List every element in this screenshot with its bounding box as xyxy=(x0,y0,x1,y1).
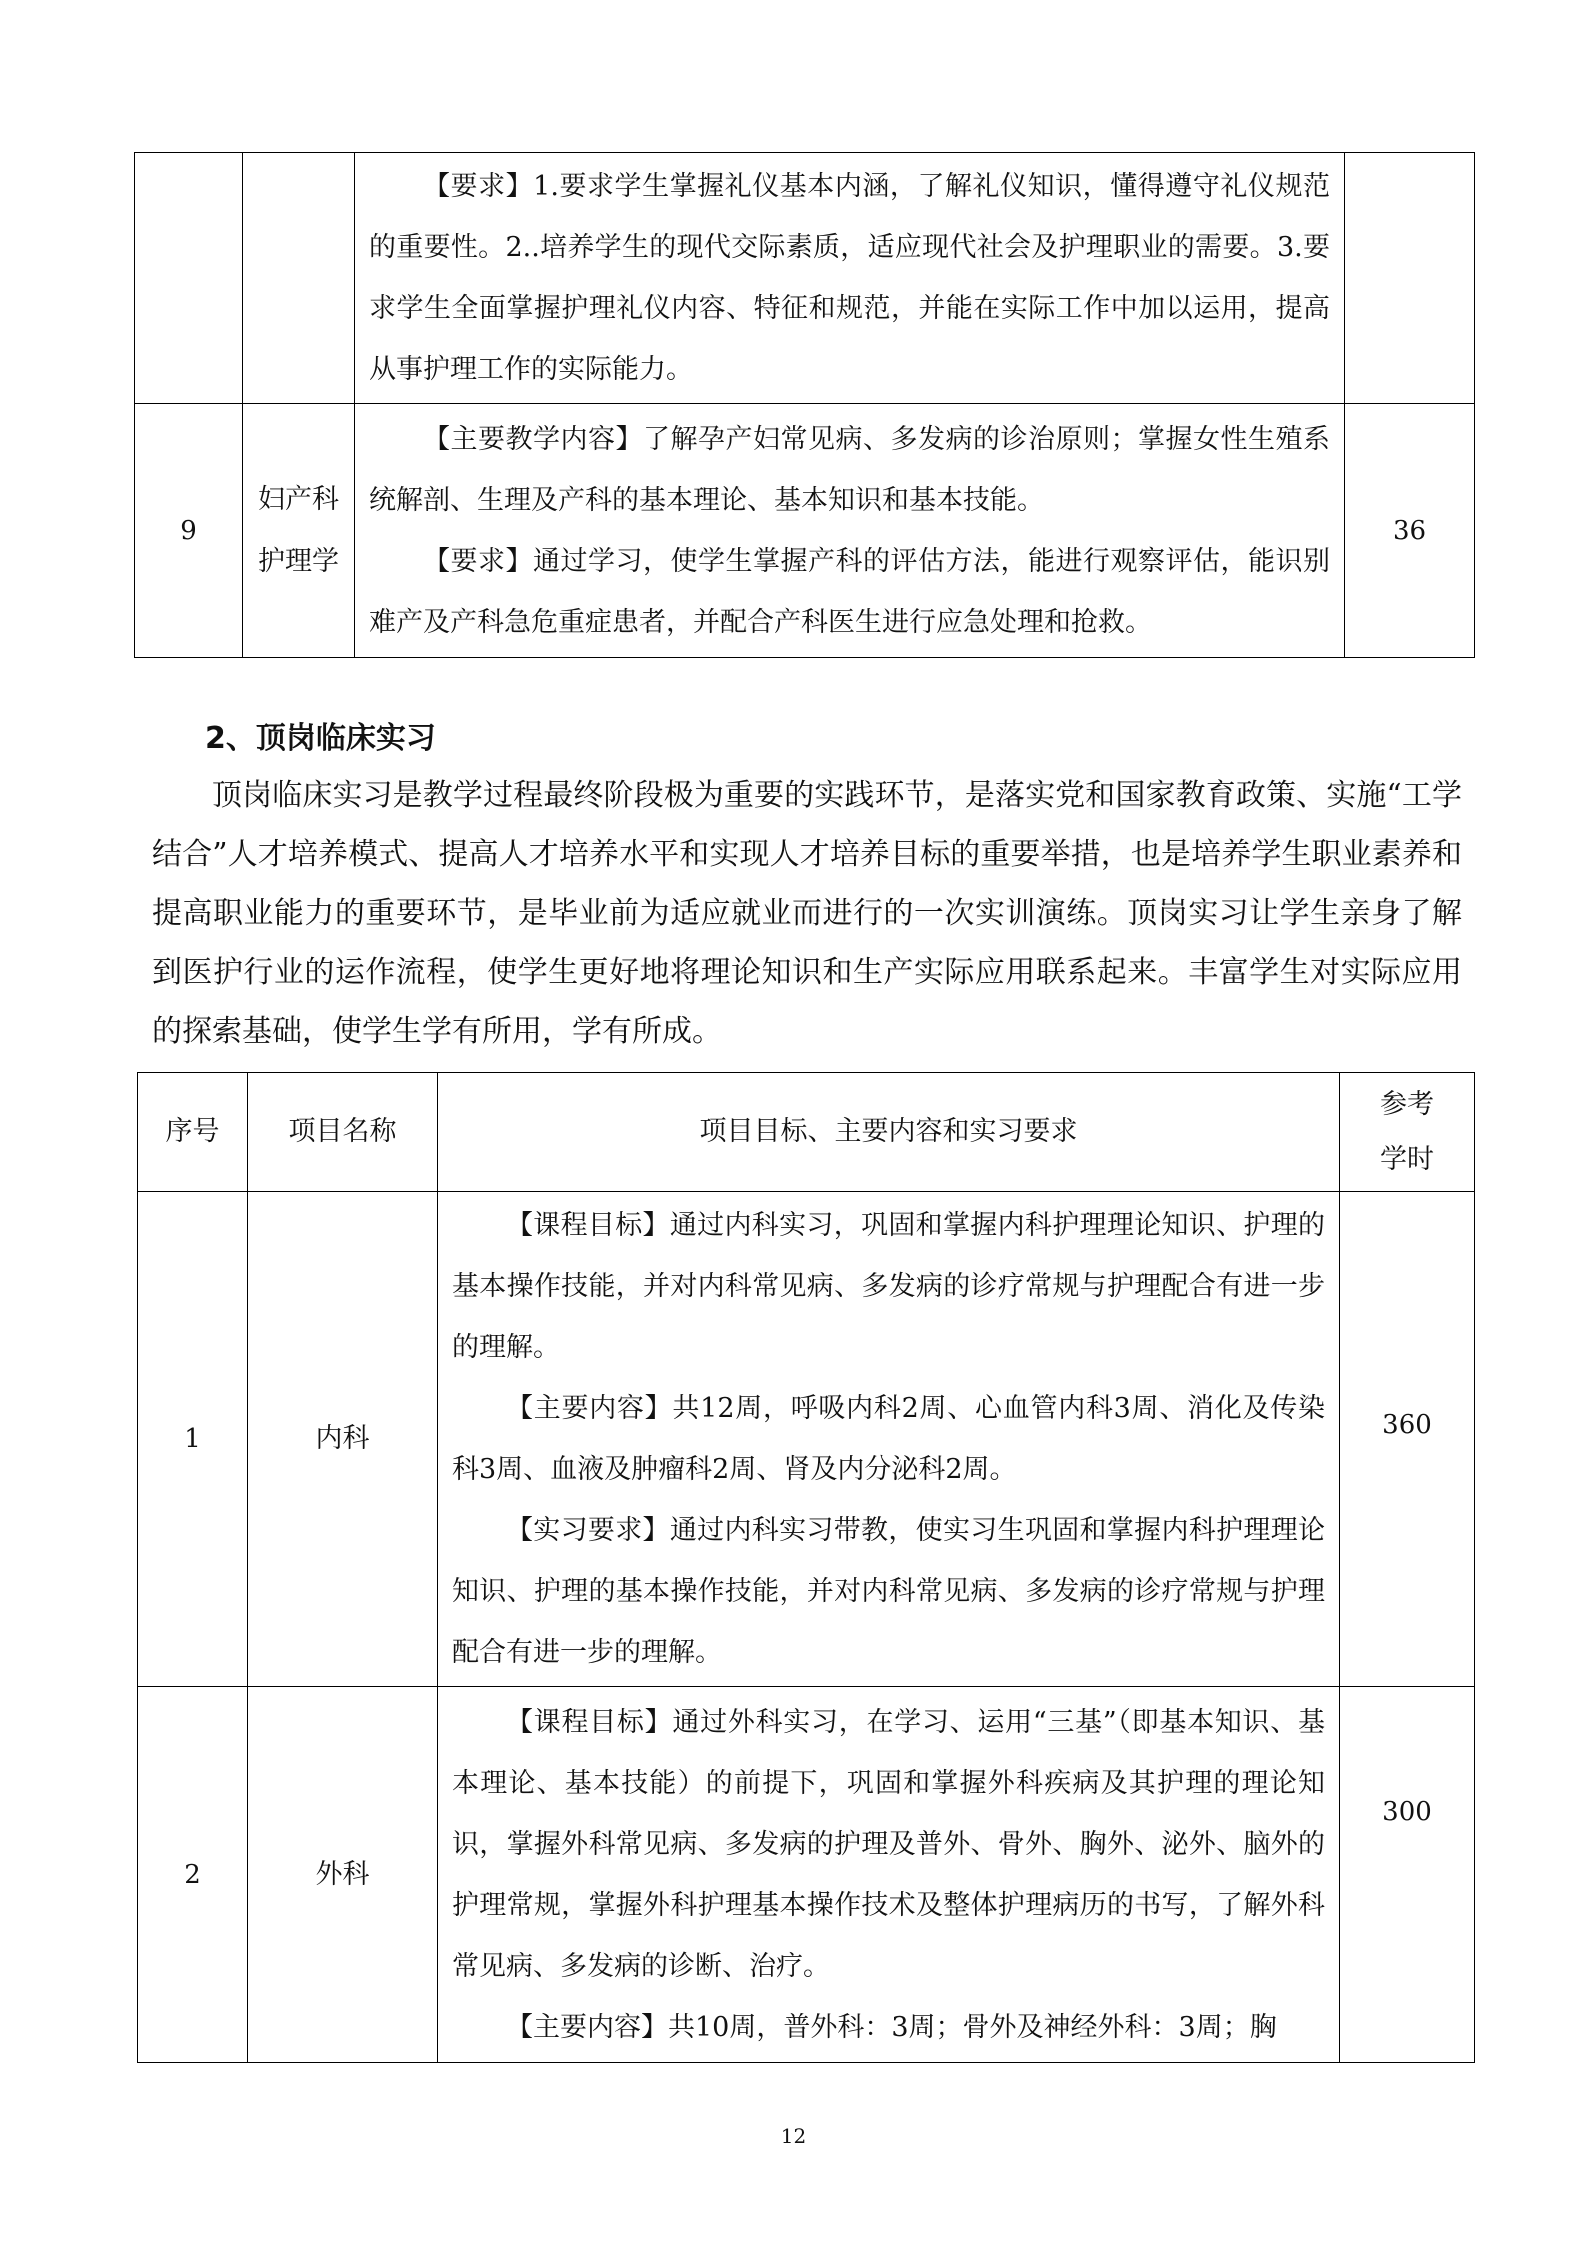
item-name: 外科 xyxy=(248,1687,438,2063)
row-number: 1 xyxy=(138,1192,248,1687)
header-number: 序号 xyxy=(138,1073,248,1192)
section-intro xyxy=(152,766,1462,1061)
course-table-continued xyxy=(134,152,1475,658)
course-content xyxy=(355,404,1345,658)
internship-table xyxy=(137,1072,1475,2063)
item-content xyxy=(438,1687,1340,2063)
content-paragraph: 【主要内容】共10周，普外科：3周；骨外及神经外科：3周；胸 xyxy=(506,2011,1277,2043)
row-number: 9 xyxy=(135,404,243,658)
content-paragraph: 【主要教学内容】了解孕产妇常见病、多发病的诊治原则；掌握女性生殖系统解剖、生理及产科的基本理论、基本知识和基本技能。 xyxy=(369,423,1330,516)
item-hours: 300 xyxy=(1340,1687,1475,2063)
course-hours xyxy=(1345,153,1475,404)
course-name xyxy=(243,153,355,404)
header-content: 项目目标、主要内容和实习要求 xyxy=(438,1073,1340,1192)
content-paragraph: 【要求】通过学习，使学生掌握产科的评估方法，能进行观察评估，能识别难产及产科急危重症患者，并配合产科医生进行应急处理和抢救。 xyxy=(369,545,1330,638)
header-name: 项目名称 xyxy=(248,1073,438,1192)
item-name: 内科 xyxy=(248,1192,438,1687)
course-name-line: 妇产科 xyxy=(258,483,339,515)
page-number: 12 xyxy=(780,2124,807,2148)
course-hours: 36 xyxy=(1345,404,1475,658)
header-hours-line: 学时 xyxy=(1380,1144,1434,1175)
header-hours xyxy=(1340,1073,1475,1192)
course-content xyxy=(355,153,1345,404)
item-hours: 360 xyxy=(1340,1192,1475,1687)
table-row xyxy=(138,1687,1475,2063)
content-paragraph: 【主要内容】共12周，呼吸内科2周、心血管内科3周、消化及传染科3周、血液及肿瘤科2周、肾及内分泌科2周。 xyxy=(452,1393,1325,1485)
intro-paragraph: 顶岗临床实习是教学过程最终阶段极为重要的实践环节，是落实党和国家教育政策、实施“工学结合”人才培养模式、提高人才培养水平和实现人才培养目标的重要举措，也是培养学生职业素养和提高职业能力的重要环节，是毕业前为适应就业而进行的一次实训演练。顶岗实习让学生亲身了解到医护行业的运作流程，使学生更好地将理论知识和生产实际应用联系起来。丰富学生对实际应用的探索基础，使学生学有所用，学有所成。 xyxy=(152,778,1462,1049)
content-paragraph: 【课程目标】通过外科实习，在学习、运用“三基”（即基本知识、基本理论、基本技能）的前提下，巩固和掌握外科疾病及其护理的理论知识，掌握外科常见病、多发病的护理及普外、骨外、胸外、泌外、脑外的护理常规，掌握外科护理基本操作技术及整体护理病历的书写，了解外科常见病、多发病的诊断、治疗。 xyxy=(452,1706,1325,1982)
course-name-line: 护理学 xyxy=(258,545,339,577)
header-hours-line: 参考 xyxy=(1380,1089,1434,1120)
table-row xyxy=(135,404,1475,658)
content-paragraph: 【实习要求】通过内科实习带教，使实习生巩固和掌握内科护理理论知识、护理的基本操作技能，并对内科常见病、多发病的诊疗常规与护理配合有进一步的理解。 xyxy=(452,1515,1325,1668)
row-number xyxy=(135,153,243,404)
content-paragraph: 【课程目标】通过内科实习，巩固和掌握内科护理理论知识、护理的基本操作技能，并对内科常见病、多发病的诊疗常规与护理配合有进一步的理解。 xyxy=(452,1210,1325,1363)
table-header-row xyxy=(138,1073,1475,1192)
table-row xyxy=(138,1192,1475,1687)
section-title: 2、顶岗临床实习 xyxy=(205,721,436,756)
row-number: 2 xyxy=(138,1687,248,2063)
content-paragraph: 【要求】1.要求学生掌握礼仪基本内涵，了解礼仪知识，懂得遵守礼仪规范的重要性。2..培养学生的现代交际素质，适应现代社会及护理职业的需要。3.要求学生全面掌握护理礼仪内容、特征和规范，并能在实际工作中加以运用，提高从事护理工作的实际能力。 xyxy=(369,171,1330,385)
table-row xyxy=(135,153,1475,404)
course-name xyxy=(243,404,355,658)
item-content xyxy=(438,1192,1340,1687)
